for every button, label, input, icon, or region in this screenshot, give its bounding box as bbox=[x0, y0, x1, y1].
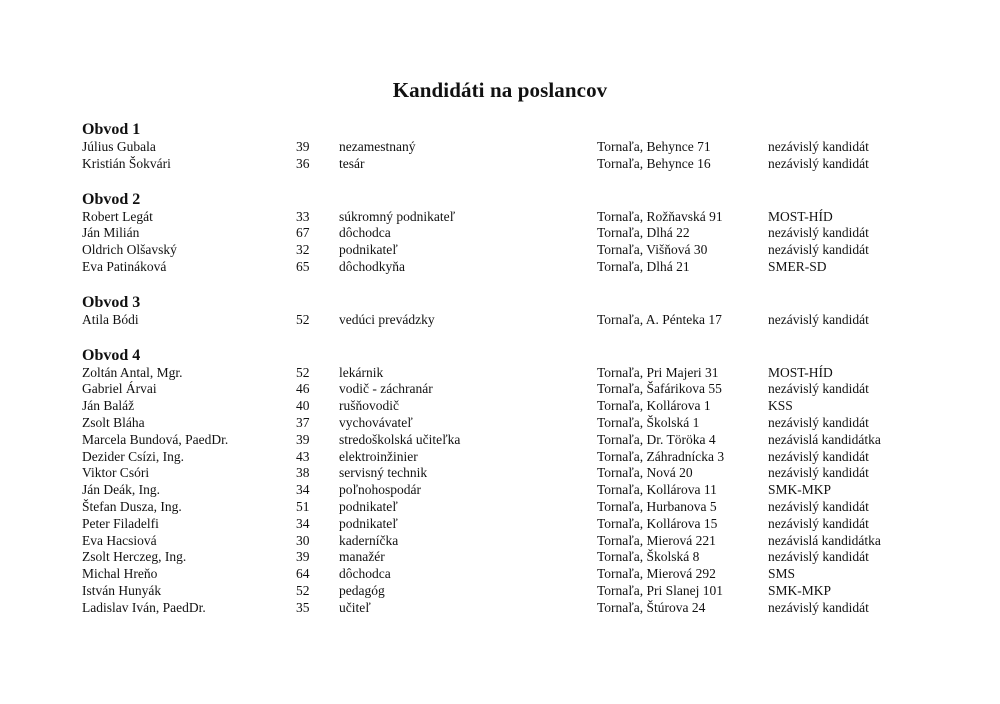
candidate-list bbox=[82, 121, 942, 635]
candidate-occupation: tesár bbox=[339, 155, 365, 171]
candidate-age: 34 bbox=[296, 482, 310, 498]
candidate-name: Viktor Csóri bbox=[82, 465, 150, 481]
candidate-address: Tornaľa, Školská 1 bbox=[597, 414, 700, 430]
candidate-age: 52 bbox=[296, 364, 310, 380]
candidate-age: 46 bbox=[296, 381, 310, 397]
candidate-row bbox=[82, 516, 942, 533]
candidate-address: Tornaľa, Kollárova 1 bbox=[597, 398, 711, 414]
district-heading: Obvod 4 bbox=[82, 346, 141, 364]
candidate-name: Oldrich Olšavský bbox=[82, 242, 177, 258]
candidate-occupation: lekárnik bbox=[339, 364, 384, 380]
candidate-address: Tornaľa, Šafárikova 55 bbox=[597, 381, 722, 397]
candidate-address: Tornaľa, Záhradnícka 3 bbox=[597, 448, 725, 464]
candidate-party: nezávislý kandidát bbox=[768, 599, 869, 615]
candidate-address: Tornaľa, Dlhá 22 bbox=[597, 225, 690, 241]
candidate-address: Tornaľa, Hurbanova 5 bbox=[597, 498, 717, 514]
candidate-row bbox=[82, 465, 942, 482]
candidate-address: Tornaľa, Mierová 292 bbox=[597, 566, 716, 582]
candidate-address: Tornaľa, Pri Majeri 31 bbox=[597, 364, 719, 380]
candidate-occupation: podnikateľ bbox=[339, 242, 398, 258]
candidate-occupation: vedúci prevádzky bbox=[339, 311, 435, 327]
candidate-name: Robert Legát bbox=[82, 208, 153, 224]
district-heading: Obvod 1 bbox=[82, 121, 141, 138]
candidate-age: 33 bbox=[296, 208, 310, 224]
candidate-occupation: vodič - záchranár bbox=[339, 381, 433, 397]
candidate-rows bbox=[82, 209, 942, 276]
candidate-age: 67 bbox=[296, 225, 310, 241]
candidate-row bbox=[82, 449, 942, 466]
candidate-age: 35 bbox=[296, 599, 310, 615]
candidate-name: István Hunyák bbox=[82, 582, 162, 598]
candidate-occupation: vychovávateľ bbox=[339, 414, 413, 430]
candidate-rows bbox=[82, 312, 942, 329]
candidate-party: nezávislá kandidátka bbox=[768, 431, 881, 447]
candidate-age: 36 bbox=[296, 155, 310, 171]
candidate-age: 64 bbox=[296, 566, 310, 582]
candidate-occupation: pedagóg bbox=[339, 582, 385, 598]
candidate-age: 52 bbox=[296, 582, 310, 598]
candidate-age: 65 bbox=[296, 258, 310, 274]
candidate-row bbox=[82, 549, 942, 566]
candidate-party: nezávislá kandidátka bbox=[768, 532, 881, 548]
district-section bbox=[82, 347, 942, 617]
candidate-address: Tornaľa, Rožňavská 91 bbox=[597, 208, 723, 224]
candidate-row bbox=[82, 482, 942, 499]
candidate-name: Ján Milián bbox=[82, 225, 140, 241]
candidate-row bbox=[82, 381, 942, 398]
district-heading: Obvod 3 bbox=[82, 293, 141, 311]
candidate-occupation: súkromný podnikateľ bbox=[339, 208, 456, 224]
candidate-address: Tornaľa, Dr. Töröka 4 bbox=[597, 431, 716, 447]
candidate-age: 30 bbox=[296, 532, 310, 548]
candidate-row bbox=[82, 415, 942, 432]
candidate-name: Zsolt Bláha bbox=[82, 414, 145, 430]
candidate-name: Dezider Csízi, Ing. bbox=[82, 448, 184, 464]
candidate-occupation: dôchodca bbox=[339, 225, 391, 241]
candidate-address: Tornaľa, Nová 20 bbox=[597, 465, 693, 481]
candidate-row bbox=[82, 600, 942, 617]
candidate-age: 38 bbox=[296, 465, 310, 481]
candidate-name: Peter Filadelfi bbox=[82, 515, 159, 531]
candidate-name: Štefan Dusza, Ing. bbox=[82, 498, 182, 514]
candidate-age: 39 bbox=[296, 139, 310, 154]
candidate-occupation: dôchodca bbox=[339, 566, 391, 582]
candidate-age: 37 bbox=[296, 414, 310, 430]
candidate-party: MOST-HÍD bbox=[768, 364, 833, 380]
candidate-address: Tornaľa, Kollárova 15 bbox=[597, 515, 718, 531]
candidate-party: nezávislý kandidát bbox=[768, 139, 869, 154]
candidate-party: SMER-SD bbox=[768, 258, 827, 274]
candidate-row bbox=[82, 139, 942, 156]
candidate-address: Tornaľa, Behynce 16 bbox=[597, 155, 711, 171]
candidate-name: Zsolt Herczeg, Ing. bbox=[82, 549, 187, 565]
candidate-address: Tornaľa, Školská 8 bbox=[597, 549, 700, 565]
candidate-name: Atila Bódi bbox=[82, 311, 139, 327]
district-section bbox=[82, 294, 942, 329]
candidate-row bbox=[82, 533, 942, 550]
candidate-name: Ján Deák, Ing. bbox=[82, 482, 160, 498]
candidate-age: 51 bbox=[296, 498, 310, 514]
candidate-address: Tornaľa, Pri Slanej 101 bbox=[597, 582, 724, 598]
candidate-party: nezávislý kandidát bbox=[768, 498, 869, 514]
candidate-address: Tornaľa, Behynce 71 bbox=[597, 139, 711, 154]
candidate-row bbox=[82, 398, 942, 415]
candidate-row bbox=[82, 259, 942, 276]
candidate-rows bbox=[82, 139, 942, 173]
candidate-address: Tornaľa, Štúrova 24 bbox=[597, 599, 706, 615]
candidate-rows bbox=[82, 365, 942, 617]
candidate-age: 39 bbox=[296, 431, 310, 447]
candidate-name: Zoltán Antal, Mgr. bbox=[82, 364, 183, 380]
candidate-party: SMK-MKP bbox=[768, 482, 832, 498]
candidate-address: Tornaľa, Mierová 221 bbox=[597, 532, 716, 548]
candidate-name: Kristián Šokvári bbox=[82, 155, 171, 171]
candidate-name: Gabriel Árvai bbox=[82, 381, 157, 397]
candidate-age: 39 bbox=[296, 549, 310, 565]
candidate-name: Eva Patináková bbox=[82, 258, 167, 274]
candidate-party: nezávislý kandidát bbox=[768, 225, 869, 241]
candidate-age: 34 bbox=[296, 515, 310, 531]
candidate-occupation: servisný technik bbox=[339, 465, 428, 481]
district-section bbox=[82, 191, 942, 276]
candidate-occupation: dôchodkyňa bbox=[339, 258, 405, 274]
candidate-party: nezávislý kandidát bbox=[768, 515, 869, 531]
candidate-age: 52 bbox=[296, 311, 310, 327]
candidate-name: Ján Baláž bbox=[82, 398, 135, 414]
candidate-party: nezávislý kandidát bbox=[768, 465, 869, 481]
candidate-party: nezávislý kandidát bbox=[768, 381, 869, 397]
candidate-occupation: stredoškolská učiteľka bbox=[339, 431, 461, 447]
candidate-name: Július Gubala bbox=[82, 139, 156, 154]
page-title: Kandidáti na poslancov bbox=[392, 78, 608, 102]
candidate-party: nezávislý kandidát bbox=[768, 448, 869, 464]
candidate-address: Tornaľa, Kollárova 11 bbox=[597, 482, 717, 498]
candidate-occupation: poľnohospodár bbox=[339, 482, 421, 498]
district-heading: Obvod 2 bbox=[82, 190, 141, 208]
candidate-row bbox=[82, 225, 942, 242]
candidate-row bbox=[82, 432, 942, 449]
candidate-row bbox=[82, 156, 942, 173]
candidate-name: Eva Hacsiová bbox=[82, 532, 157, 548]
candidate-row bbox=[82, 566, 942, 583]
candidate-occupation: rušňovodič bbox=[339, 398, 399, 414]
candidate-party: nezávislý kandidát bbox=[768, 242, 869, 258]
candidate-age: 32 bbox=[296, 242, 310, 258]
candidate-row bbox=[82, 242, 942, 259]
candidate-occupation: kaderníčka bbox=[339, 532, 399, 548]
candidate-occupation: nezamestnaný bbox=[339, 139, 416, 154]
candidate-party: nezávislý kandidát bbox=[768, 414, 869, 430]
candidate-row bbox=[82, 209, 942, 226]
candidate-party: SMK-MKP bbox=[768, 582, 832, 598]
candidate-address: Tornaľa, A. Pénteka 17 bbox=[597, 311, 722, 327]
candidate-party: nezávislý kandidát bbox=[768, 155, 869, 171]
candidate-name: Michal Hreňo bbox=[82, 566, 158, 582]
candidate-occupation: učiteľ bbox=[339, 599, 371, 615]
candidate-row bbox=[82, 312, 942, 329]
candidate-party: nezávislý kandidát bbox=[768, 549, 869, 565]
candidate-row bbox=[82, 583, 942, 600]
candidate-occupation: podnikateľ bbox=[339, 498, 398, 514]
candidate-party: nezávislý kandidát bbox=[768, 311, 869, 327]
candidate-party: MOST-HÍD bbox=[768, 208, 833, 224]
candidate-row bbox=[82, 499, 942, 516]
candidate-row bbox=[82, 365, 942, 382]
candidate-occupation: manažér bbox=[339, 549, 385, 565]
candidate-address: Tornaľa, Višňová 30 bbox=[597, 242, 708, 258]
candidate-address: Tornaľa, Dlhá 21 bbox=[597, 258, 690, 274]
candidate-name: Ladislav Iván, PaedDr. bbox=[82, 599, 206, 615]
district-section bbox=[82, 121, 942, 173]
candidate-age: 43 bbox=[296, 448, 310, 464]
candidate-occupation: elektroinžinier bbox=[339, 448, 418, 464]
candidate-party: SMS bbox=[768, 566, 796, 582]
candidate-occupation: podnikateľ bbox=[339, 515, 398, 531]
candidate-name: Marcela Bundová, PaedDr. bbox=[82, 431, 229, 447]
candidate-party: KSS bbox=[768, 398, 793, 414]
candidate-age: 40 bbox=[296, 398, 310, 414]
